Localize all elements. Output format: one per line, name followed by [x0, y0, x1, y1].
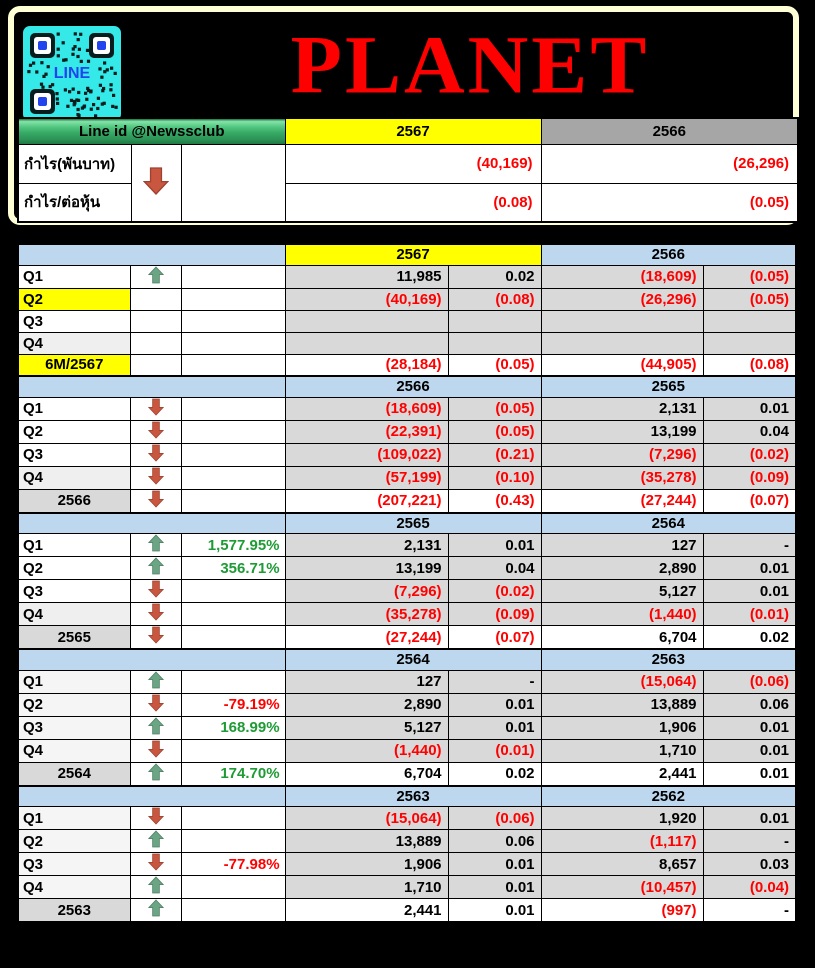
trend-arrow-cell	[130, 899, 181, 923]
change-pct-cell	[181, 354, 285, 376]
eps-cell: (0.07)	[703, 489, 796, 513]
quarter-row	[18, 739, 796, 762]
profit-cell: (109,022)	[285, 443, 448, 466]
quarter-label: Q3	[18, 310, 130, 332]
down-arrow-icon	[148, 398, 164, 416]
change-pct-cell	[181, 310, 285, 332]
trend-arrow-cell	[130, 354, 181, 376]
profit-cell	[541, 310, 703, 332]
eps-cell: (0.08)	[448, 288, 541, 310]
up-arrow-icon	[148, 671, 164, 689]
section-year-right: 2564	[541, 513, 796, 534]
quarter-section-2565	[17, 512, 797, 651]
eps-cell: 0.06	[448, 830, 541, 853]
line-id-banner: Line id @Newssclub	[18, 118, 285, 144]
profit-cell	[285, 310, 448, 332]
profit-cell: (1,440)	[285, 739, 448, 762]
profit-cell: 5,127	[541, 580, 703, 603]
trend-arrow-cell	[130, 603, 181, 626]
profit-cell: 1,710	[285, 876, 448, 899]
trend-arrow-cell	[130, 580, 181, 603]
trend-arrow-cell	[130, 443, 181, 466]
quarter-label: Q4	[18, 603, 130, 626]
trend-arrow-cell	[130, 693, 181, 716]
profit-cell: 2,441	[541, 762, 703, 786]
eps-cell: (0.05)	[703, 265, 796, 288]
eps-cell: (0.05)	[448, 397, 541, 420]
eps-cell: 0.01	[448, 876, 541, 899]
quarter-label: Q4	[18, 876, 130, 899]
eps-cell: (0.05)	[448, 420, 541, 443]
eps-cell: 0.04	[703, 420, 796, 443]
profit-cell: (57,199)	[285, 466, 448, 489]
profit-cell: 13,199	[285, 557, 448, 580]
eps-cell: 0.03	[703, 853, 796, 876]
quarter-label: Q3	[18, 853, 130, 876]
quarter-label: Q3	[18, 716, 130, 739]
profit-cell: (27,244)	[285, 626, 448, 650]
quarter-label: Q1	[18, 670, 130, 693]
profit-value-y1: (40,169)	[285, 144, 541, 183]
eps-cell: 0.01	[703, 397, 796, 420]
profit-cell: 127	[285, 670, 448, 693]
down-arrow-icon	[148, 603, 164, 621]
section-year-right: 2562	[541, 786, 796, 807]
quarter-row	[18, 603, 796, 626]
section-year-right: 2565	[541, 376, 796, 397]
profit-cell: 1,920	[541, 807, 703, 830]
change-pct-cell	[181, 443, 285, 466]
down-arrow-icon	[148, 626, 164, 644]
section-header-blank	[18, 786, 285, 807]
section-header-blank	[18, 649, 285, 670]
profit-cell: 8,657	[541, 853, 703, 876]
quarter-row	[18, 853, 796, 876]
change-pct-cell	[181, 489, 285, 513]
change-pct-cell	[181, 420, 285, 443]
profit-cell: (18,609)	[285, 397, 448, 420]
trend-arrow-cell	[130, 310, 181, 332]
profit-cell: (40,169)	[285, 288, 448, 310]
down-arrow-icon	[148, 853, 164, 871]
profit-cell: 2,890	[285, 693, 448, 716]
profit-cell: (7,296)	[285, 580, 448, 603]
eps-row-label: กำไร/ต่อหุ้น	[18, 183, 131, 222]
eps-cell: 0.01	[703, 762, 796, 786]
profit-cell: (18,609)	[541, 265, 703, 288]
change-pct-cell	[181, 807, 285, 830]
profit-cell: (15,064)	[541, 670, 703, 693]
quarter-label: Q1	[18, 265, 130, 288]
eps-cell: 0.01	[448, 534, 541, 557]
up-arrow-icon	[148, 717, 164, 735]
quarter-row	[18, 443, 796, 466]
profit-cell: 1,906	[541, 716, 703, 739]
quarter-row	[18, 310, 796, 332]
section-year-right: 2566	[541, 244, 796, 265]
eps-cell: 0.02	[448, 265, 541, 288]
trend-arrow-cell	[130, 762, 181, 786]
change-pct-cell	[181, 626, 285, 650]
eps-cell: (0.06)	[703, 670, 796, 693]
quarter-label: Q1	[18, 534, 130, 557]
change-pct-cell	[181, 265, 285, 288]
eps-cell: 0.02	[448, 762, 541, 786]
quarter-row	[18, 534, 796, 557]
profit-cell: 127	[541, 534, 703, 557]
eps-cell: (0.06)	[448, 807, 541, 830]
eps-cell	[448, 332, 541, 354]
quarter-section-2563	[17, 785, 797, 924]
up-arrow-icon	[148, 899, 164, 917]
profit-cell: (7,296)	[541, 443, 703, 466]
quarter-label: Q1	[18, 397, 130, 420]
change-pct-cell	[181, 739, 285, 762]
profit-cell: 6,704	[541, 626, 703, 650]
stock-title: PLANET	[290, 19, 650, 112]
change-pct-cell	[181, 830, 285, 853]
quarter-row	[18, 466, 796, 489]
trend-arrow-cell	[130, 288, 181, 310]
profit-cell: 13,889	[541, 693, 703, 716]
summary-empty-cell	[181, 144, 285, 222]
quarter-section-2566	[17, 375, 797, 514]
quarter-section-2564	[17, 648, 797, 787]
trend-arrow-cell	[130, 265, 181, 288]
eps-cell: (0.43)	[448, 489, 541, 513]
trend-arrow-cell	[130, 626, 181, 650]
quarter-row	[18, 420, 796, 443]
quarterly-sections	[17, 243, 797, 923]
eps-cell: (0.01)	[448, 739, 541, 762]
profit-cell: (22,391)	[285, 420, 448, 443]
profit-cell: 2,131	[285, 534, 448, 557]
change-pct-cell	[181, 580, 285, 603]
eps-cell: -	[703, 534, 796, 557]
eps-cell	[448, 310, 541, 332]
down-arrow-icon	[148, 490, 164, 508]
profit-cell: 5,127	[285, 716, 448, 739]
quarter-section-2567	[17, 243, 797, 377]
quarter-label: Q4	[18, 466, 130, 489]
eps-cell: 0.02	[703, 626, 796, 650]
section-year-right: 2563	[541, 649, 796, 670]
down-arrow-icon	[148, 580, 164, 598]
quarter-row	[18, 716, 796, 739]
profit-cell: 2,131	[541, 397, 703, 420]
eps-cell: -	[448, 670, 541, 693]
quarter-label: Q4	[18, 332, 130, 354]
line-qr-code	[23, 26, 121, 121]
profit-cell: (15,064)	[285, 807, 448, 830]
change-pct-cell: 356.71%	[181, 557, 285, 580]
down-arrow-icon	[143, 183, 169, 200]
summary-year2-header: 2566	[541, 118, 798, 144]
section-year-left: 2565	[285, 513, 541, 534]
down-arrow-icon	[148, 467, 164, 485]
change-pct-cell: 168.99%	[181, 716, 285, 739]
change-pct-cell	[181, 397, 285, 420]
quarter-label: Q2	[18, 420, 130, 443]
eps-cell: (0.01)	[703, 603, 796, 626]
quarter-label: Q4	[18, 739, 130, 762]
down-arrow-icon	[148, 421, 164, 439]
year-total-row	[18, 762, 796, 786]
quarter-label: Q2	[18, 693, 130, 716]
summary-table	[17, 117, 799, 223]
summary-trend-arrow-cell	[131, 144, 181, 222]
eps-cell	[703, 332, 796, 354]
trend-arrow-cell	[130, 557, 181, 580]
change-pct-cell	[181, 670, 285, 693]
profit-cell	[285, 332, 448, 354]
change-pct-cell	[181, 332, 285, 354]
profit-cell: (997)	[541, 899, 703, 923]
quarter-label: Q2	[18, 830, 130, 853]
trend-arrow-cell	[130, 716, 181, 739]
eps-cell: 0.01	[448, 853, 541, 876]
up-arrow-icon	[148, 876, 164, 894]
eps-value-y1: (0.08)	[285, 183, 541, 222]
change-pct-cell	[181, 876, 285, 899]
year-total-label: 2565	[18, 626, 130, 650]
section-year-left: 2563	[285, 786, 541, 807]
section-year-left: 2567	[285, 244, 541, 265]
section-year-left: 2564	[285, 649, 541, 670]
up-arrow-icon	[148, 534, 164, 552]
eps-cell: 0.01	[703, 580, 796, 603]
down-arrow-icon	[148, 740, 164, 758]
trend-arrow-cell	[130, 830, 181, 853]
eps-cell: (0.10)	[448, 466, 541, 489]
profit-cell: 1,710	[541, 739, 703, 762]
profit-cell: (1,440)	[541, 603, 703, 626]
profit-cell: (35,278)	[285, 603, 448, 626]
eps-cell: 0.01	[448, 693, 541, 716]
profit-cell: 13,199	[541, 420, 703, 443]
profit-cell: 2,890	[541, 557, 703, 580]
quarter-row	[18, 670, 796, 693]
year-total-row	[18, 489, 796, 513]
section-header-blank	[18, 376, 285, 397]
year-total-label: 2563	[18, 899, 130, 923]
down-arrow-icon	[148, 694, 164, 712]
profit-cell: (1,117)	[541, 830, 703, 853]
profit-cell: 1,906	[285, 853, 448, 876]
trend-arrow-cell	[130, 807, 181, 830]
quarter-row	[18, 557, 796, 580]
down-arrow-icon	[143, 166, 169, 196]
year-total-row	[18, 899, 796, 923]
eps-cell: (0.05)	[448, 354, 541, 376]
change-pct-cell: -79.19%	[181, 693, 285, 716]
trend-arrow-cell	[130, 876, 181, 899]
change-pct-cell: -77.98%	[181, 853, 285, 876]
eps-cell: (0.09)	[448, 603, 541, 626]
quarter-row	[18, 288, 796, 310]
eps-cell: (0.09)	[703, 466, 796, 489]
year-total-row	[18, 626, 796, 650]
year-total-label: 2564	[18, 762, 130, 786]
trend-arrow-cell	[130, 670, 181, 693]
eps-cell: 0.01	[703, 716, 796, 739]
eps-cell: -	[703, 830, 796, 853]
profit-cell: (28,184)	[285, 354, 448, 376]
down-arrow-icon	[148, 444, 164, 462]
profit-cell: 13,889	[285, 830, 448, 853]
down-arrow-icon	[148, 807, 164, 825]
eps-value-y2: (0.05)	[541, 183, 798, 222]
trend-arrow-cell	[130, 853, 181, 876]
quarter-label: Q2	[18, 288, 130, 310]
eps-cell: (0.21)	[448, 443, 541, 466]
change-pct-cell: 1,577.95%	[181, 534, 285, 557]
quarter-row	[18, 693, 796, 716]
profit-value-y2: (26,296)	[541, 144, 798, 183]
profit-row-label: กำไร(พันบาท)	[18, 144, 131, 183]
profit-cell	[541, 332, 703, 354]
up-arrow-icon	[148, 763, 164, 781]
section-header-blank	[18, 513, 285, 534]
quarter-row	[18, 876, 796, 899]
quarter-row	[18, 332, 796, 354]
svg-text:LINE: LINE	[53, 65, 91, 82]
section-year-left: 2566	[285, 376, 541, 397]
eps-cell: (0.02)	[448, 580, 541, 603]
profit-cell: (35,278)	[541, 466, 703, 489]
eps-cell: (0.02)	[703, 443, 796, 466]
quarter-label: Q1	[18, 807, 130, 830]
year-total-label: 6M/2567	[18, 354, 130, 376]
eps-cell: 0.01	[448, 716, 541, 739]
change-pct-cell	[181, 466, 285, 489]
eps-cell: (0.05)	[703, 288, 796, 310]
year-total-row	[18, 354, 796, 376]
summary-year1-header: 2567	[285, 118, 541, 144]
up-arrow-icon	[148, 557, 164, 575]
eps-cell: (0.04)	[703, 876, 796, 899]
profit-cell: (26,296)	[541, 288, 703, 310]
up-arrow-icon	[148, 830, 164, 848]
eps-cell: 0.04	[448, 557, 541, 580]
trend-arrow-cell	[130, 332, 181, 354]
change-pct-cell	[181, 899, 285, 923]
quarter-row	[18, 265, 796, 288]
eps-cell: (0.08)	[703, 354, 796, 376]
trend-arrow-cell	[130, 420, 181, 443]
trend-arrow-cell	[130, 534, 181, 557]
profit-cell: (207,221)	[285, 489, 448, 513]
profit-cell: (44,905)	[541, 354, 703, 376]
quarter-label: Q2	[18, 557, 130, 580]
quarter-row	[18, 397, 796, 420]
trend-arrow-cell	[130, 466, 181, 489]
eps-cell: 0.01	[703, 557, 796, 580]
eps-cell: 0.06	[703, 693, 796, 716]
trend-arrow-cell	[130, 489, 181, 513]
eps-cell: (0.07)	[448, 626, 541, 650]
profit-cell: (10,457)	[541, 876, 703, 899]
quarter-label: Q3	[18, 580, 130, 603]
section-header-blank	[18, 244, 285, 265]
eps-cell: 0.01	[703, 807, 796, 830]
quarter-label: Q3	[18, 443, 130, 466]
change-pct-cell	[181, 288, 285, 310]
up-arrow-icon	[148, 266, 164, 284]
eps-cell	[703, 310, 796, 332]
profit-cell: 6,704	[285, 762, 448, 786]
eps-cell: 0.01	[703, 739, 796, 762]
profit-cell: (27,244)	[541, 489, 703, 513]
profit-cell: 11,985	[285, 265, 448, 288]
year-total-label: 2566	[18, 489, 130, 513]
eps-cell: 0.01	[448, 899, 541, 923]
change-pct-cell	[181, 603, 285, 626]
trend-arrow-cell	[130, 397, 181, 420]
quarter-row	[18, 580, 796, 603]
profit-cell: 2,441	[285, 899, 448, 923]
trend-arrow-cell	[130, 739, 181, 762]
change-pct-cell: 174.70%	[181, 762, 285, 786]
quarter-row	[18, 830, 796, 853]
quarter-row	[18, 807, 796, 830]
eps-cell: -	[703, 899, 796, 923]
